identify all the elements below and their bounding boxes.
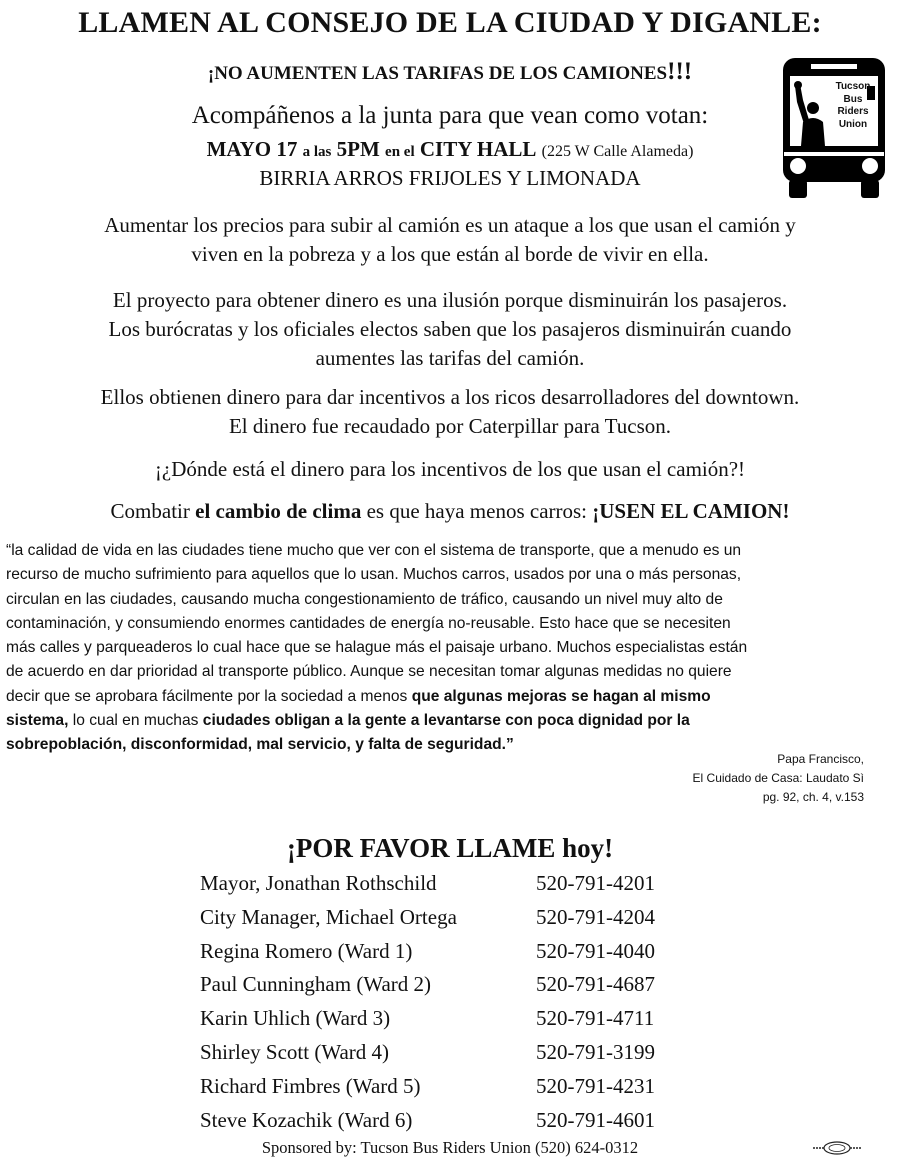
quote-bold: sobrepoblación, disconformidad, mal servicio, y falta de seguridad.” [6,736,514,754]
logo-line-4: Union [838,118,868,130]
contact-name: Steve Kozachik (Ward 6) [200,1107,413,1132]
contact-phone: 520-791-4711 [536,1006,655,1031]
contact-name: Richard Fimbres (Ward 5) [200,1073,421,1098]
contact-row [200,901,720,935]
contact-row [200,935,720,969]
bus-riders-union-logo [781,56,887,200]
contact-row [200,867,720,901]
contact-row [200,1036,720,1070]
call-heading: ¡POR FAVOR LLAME hoy! [286,833,614,863]
quote-attribution [693,750,864,807]
quote-line: de acuerdo en dar prioridad al transporte público. Aunque se necesitan tomar algunas medidas no quiere [6,663,732,681]
quote-line: circulan en las ciudades, causando mucha congestionamiento de tráfico, causando un nivel muy alto de [6,590,723,608]
logo-line-2: Bus [843,93,863,105]
contact-phone: 520-791-4040 [536,938,655,963]
contact-row [200,1070,720,1104]
contact-phone: 520-791-4201 [536,871,655,895]
union-bug-icon [812,1141,862,1155]
paragraph-incentives [0,383,900,441]
contact-name: Regina Romero (Ward 1) [200,938,413,963]
attribution-citation: pg. 92, ch. 4, v.153 [762,790,864,804]
logo-line-3: Riders [837,106,869,117]
subheadline [0,58,900,86]
contact-phone: 520-791-3199 [536,1039,655,1064]
pope-quote [6,539,894,758]
contact-phone: 520-791-4204 [536,904,655,929]
attribution-author: Papa Francisco, [777,752,864,766]
event-time: 5PM [336,137,380,161]
quote-bold: ciudades obligan a la gente a levantarse con poca dignidad por la [202,712,690,730]
sponsor-line: Sponsored by: Tucson Bus Riders Union (520) 624-0312 [261,1138,639,1157]
quote-line: recurso de mucho sufrimiento para aquellos que lo usan. Muchos carros, usados por una o más personas, [6,566,742,584]
contact-name: Karin Uhlich (Ward 3) [200,1006,391,1031]
event-details [0,137,900,162]
logo-line-1: Tucson [835,81,871,92]
quote-line [6,685,894,709]
contact-phone: 520-791-4231 [536,1073,655,1098]
contact-phone: 520-791-4687 [536,972,655,997]
event-address: (225 W Calle Alameda) [541,143,694,160]
food-list: BIRRIA ARROS FRIJOLES Y LIMONADA [259,166,641,190]
quote-line [6,709,894,733]
paragraph-line: aumentes las tarifas del camión. [315,346,585,370]
paragraph-climate [0,497,900,526]
climate-pre: Combatir [110,499,196,523]
headline: LLAMEN AL CONSEJO DE LA CIUDAD Y DIGANLE: [78,6,822,39]
contact-name: Shirley Scott (Ward 4) [200,1039,390,1064]
quote-line: “la calidad de vida en las ciudades tiene mucho que ver con el sistema de transporte, que a menudo es un [6,542,742,559]
event-in: en el [385,144,415,160]
paragraph-line: El dinero fue recaudado por Caterpillar para Tucson. [228,414,672,438]
paragraph-line: Aumentar los precios para subir al camión es un ataque a los que usan el camión y [104,213,796,237]
paragraph-illusion [0,286,900,373]
quote-bold: sistema, [6,712,69,730]
event-at: a las [302,144,332,160]
paragraph-price-attack [0,211,900,269]
event-place: CITY HALL [419,137,537,161]
paragraph-line: viven en la pobreza y a los que están al borde de vivir en ella. [191,242,709,266]
contact-list [200,867,720,1137]
contact-row [200,1104,720,1138]
attribution-work: El Cuidado de Casa: Laudato Sì [692,771,864,785]
paragraph-question: ¡¿Dónde está el dinero para los incentivos de los que usan el camión?! [154,457,746,481]
contact-row [200,968,720,1002]
logo-text [829,81,877,131]
subheadline-text: ¡NO AUMENTEN LAS TARIFAS DE LOS CAMIONES [207,63,668,84]
quote-line: más calles y parqueaderos lo cual hace que se halague más el paisaje urbano. Muchos especialistas están [6,639,748,657]
climate-mid: es que haya menos carros: [361,499,593,523]
climate-bold-phrase: el cambio de clima [195,499,362,523]
contact-row [200,1002,720,1036]
contact-name: City Manager, Michael Ortega [200,904,457,929]
quote-text: lo cual en muchas [68,712,203,730]
quote-line: contaminación, y consumiendo enormes cantidades de energía no-reusable. Esto hace que se necesiten [6,614,731,632]
subheadline-exclamation: !!! [667,58,693,85]
paragraph-line: Ellos obtienen dinero para dar incentivos a los ricos desarrolladores del downtown. [100,385,800,409]
quote-bold: que algunas mejoras se hagan al mismo [411,687,711,705]
paragraph-line: El proyecto para obtener dinero es una ilusión porque disminuirán los pasajeros. [112,288,788,312]
event-date: MAYO 17 [206,137,298,161]
invite-text: Acompáñenos a la junta para que vean como votan: [191,102,709,129]
paragraph-line: Los burócratas y los oficiales electos saben que los pasajeros disminuirán cuando [108,317,792,341]
contact-name: Mayor, Jonathan Rothschild [200,871,437,895]
contact-phone: 520-791-4601 [536,1107,655,1132]
quote-text: decir que se aprobara fácilmente por la sociedad a menos [6,687,412,705]
contact-name: Paul Cunningham (Ward 2) [200,972,432,997]
climate-slogan: ¡USEN EL CAMION! [592,499,790,523]
